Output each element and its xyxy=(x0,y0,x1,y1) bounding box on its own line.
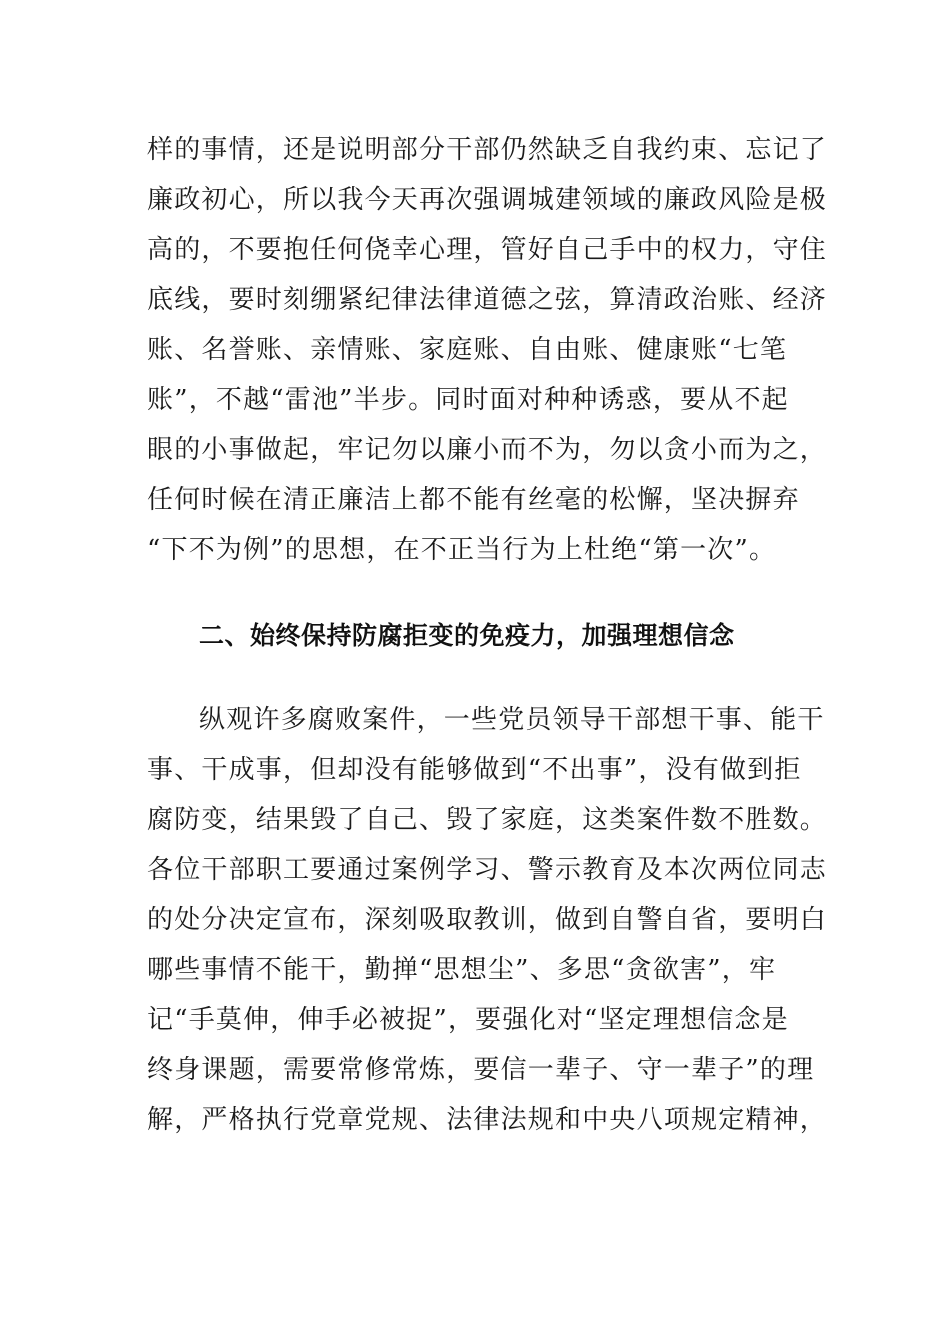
paragraph-line: 哪些事情不能干，勤掸“思想尘”、多思“贪欲害”，牢 xyxy=(147,955,777,985)
paragraph-line: 账”，不越“雷池”半步。同时面对种种诱惑，要从不起 xyxy=(147,385,789,415)
paragraph-line: 记“手莫伸，伸手必被捉”，要强化对“坚定理想信念是 xyxy=(147,1005,789,1035)
paragraph-line: 眼的小事做起，牢记勿以廉小而不为，勿以贪小而为之， xyxy=(147,435,828,465)
paragraph-line: 廉政初心，所以我今天再次强调城建领域的廉政风险是极 xyxy=(147,185,828,215)
paragraph-line: 任何时候在清正廉洁上都不能有丝毫的松懈，坚决摒弃 xyxy=(147,485,800,515)
paragraph-line: 终身课题，需要常修常炼，要信一辈子、守一辈子”的理 xyxy=(147,1055,815,1085)
paragraph-line: 腐防变，结果毁了自己、毁了家庭，这类案件数不胜数。 xyxy=(147,805,828,835)
paragraph-line: “下不为例”的思想，在不正当行为上杜绝“第一次”。 xyxy=(147,535,777,565)
section-heading: 二、始终保持防腐拒变的免疫力，加强理想信念 xyxy=(199,621,735,650)
paragraph-line: 纵观许多腐败案件，一些党员领导干部想干事、能干 xyxy=(199,705,825,735)
paragraph-line: 的处分决定宣布，深刻吸取教训，做到自警自省，要明白 xyxy=(147,905,828,935)
paragraph-line: 样的事情，还是说明部分干部仍然缺乏自我约束、忘记了 xyxy=(147,135,828,165)
paragraph-line: 底线，要时刻绷紧纪律法律道德之弦，算清政治账、经济 xyxy=(147,285,828,315)
paragraph-line: 各位干部职工要通过案例学习、警示教育及本次两位同志 xyxy=(147,855,828,885)
paragraph-line: 解，严格执行党章党规、法律法规和中央八项规定精神， xyxy=(147,1105,828,1135)
paragraph-line: 账、名誉账、亲情账、家庭账、自由账、健康账“七笔 xyxy=(147,335,788,365)
paragraph-line: 事、干成事，但却没有能够做到“不出事”，没有做到拒 xyxy=(147,755,802,785)
paragraph-line: 高的，不要抱任何侥幸心理，管好自己手中的权力，守住 xyxy=(147,235,828,265)
